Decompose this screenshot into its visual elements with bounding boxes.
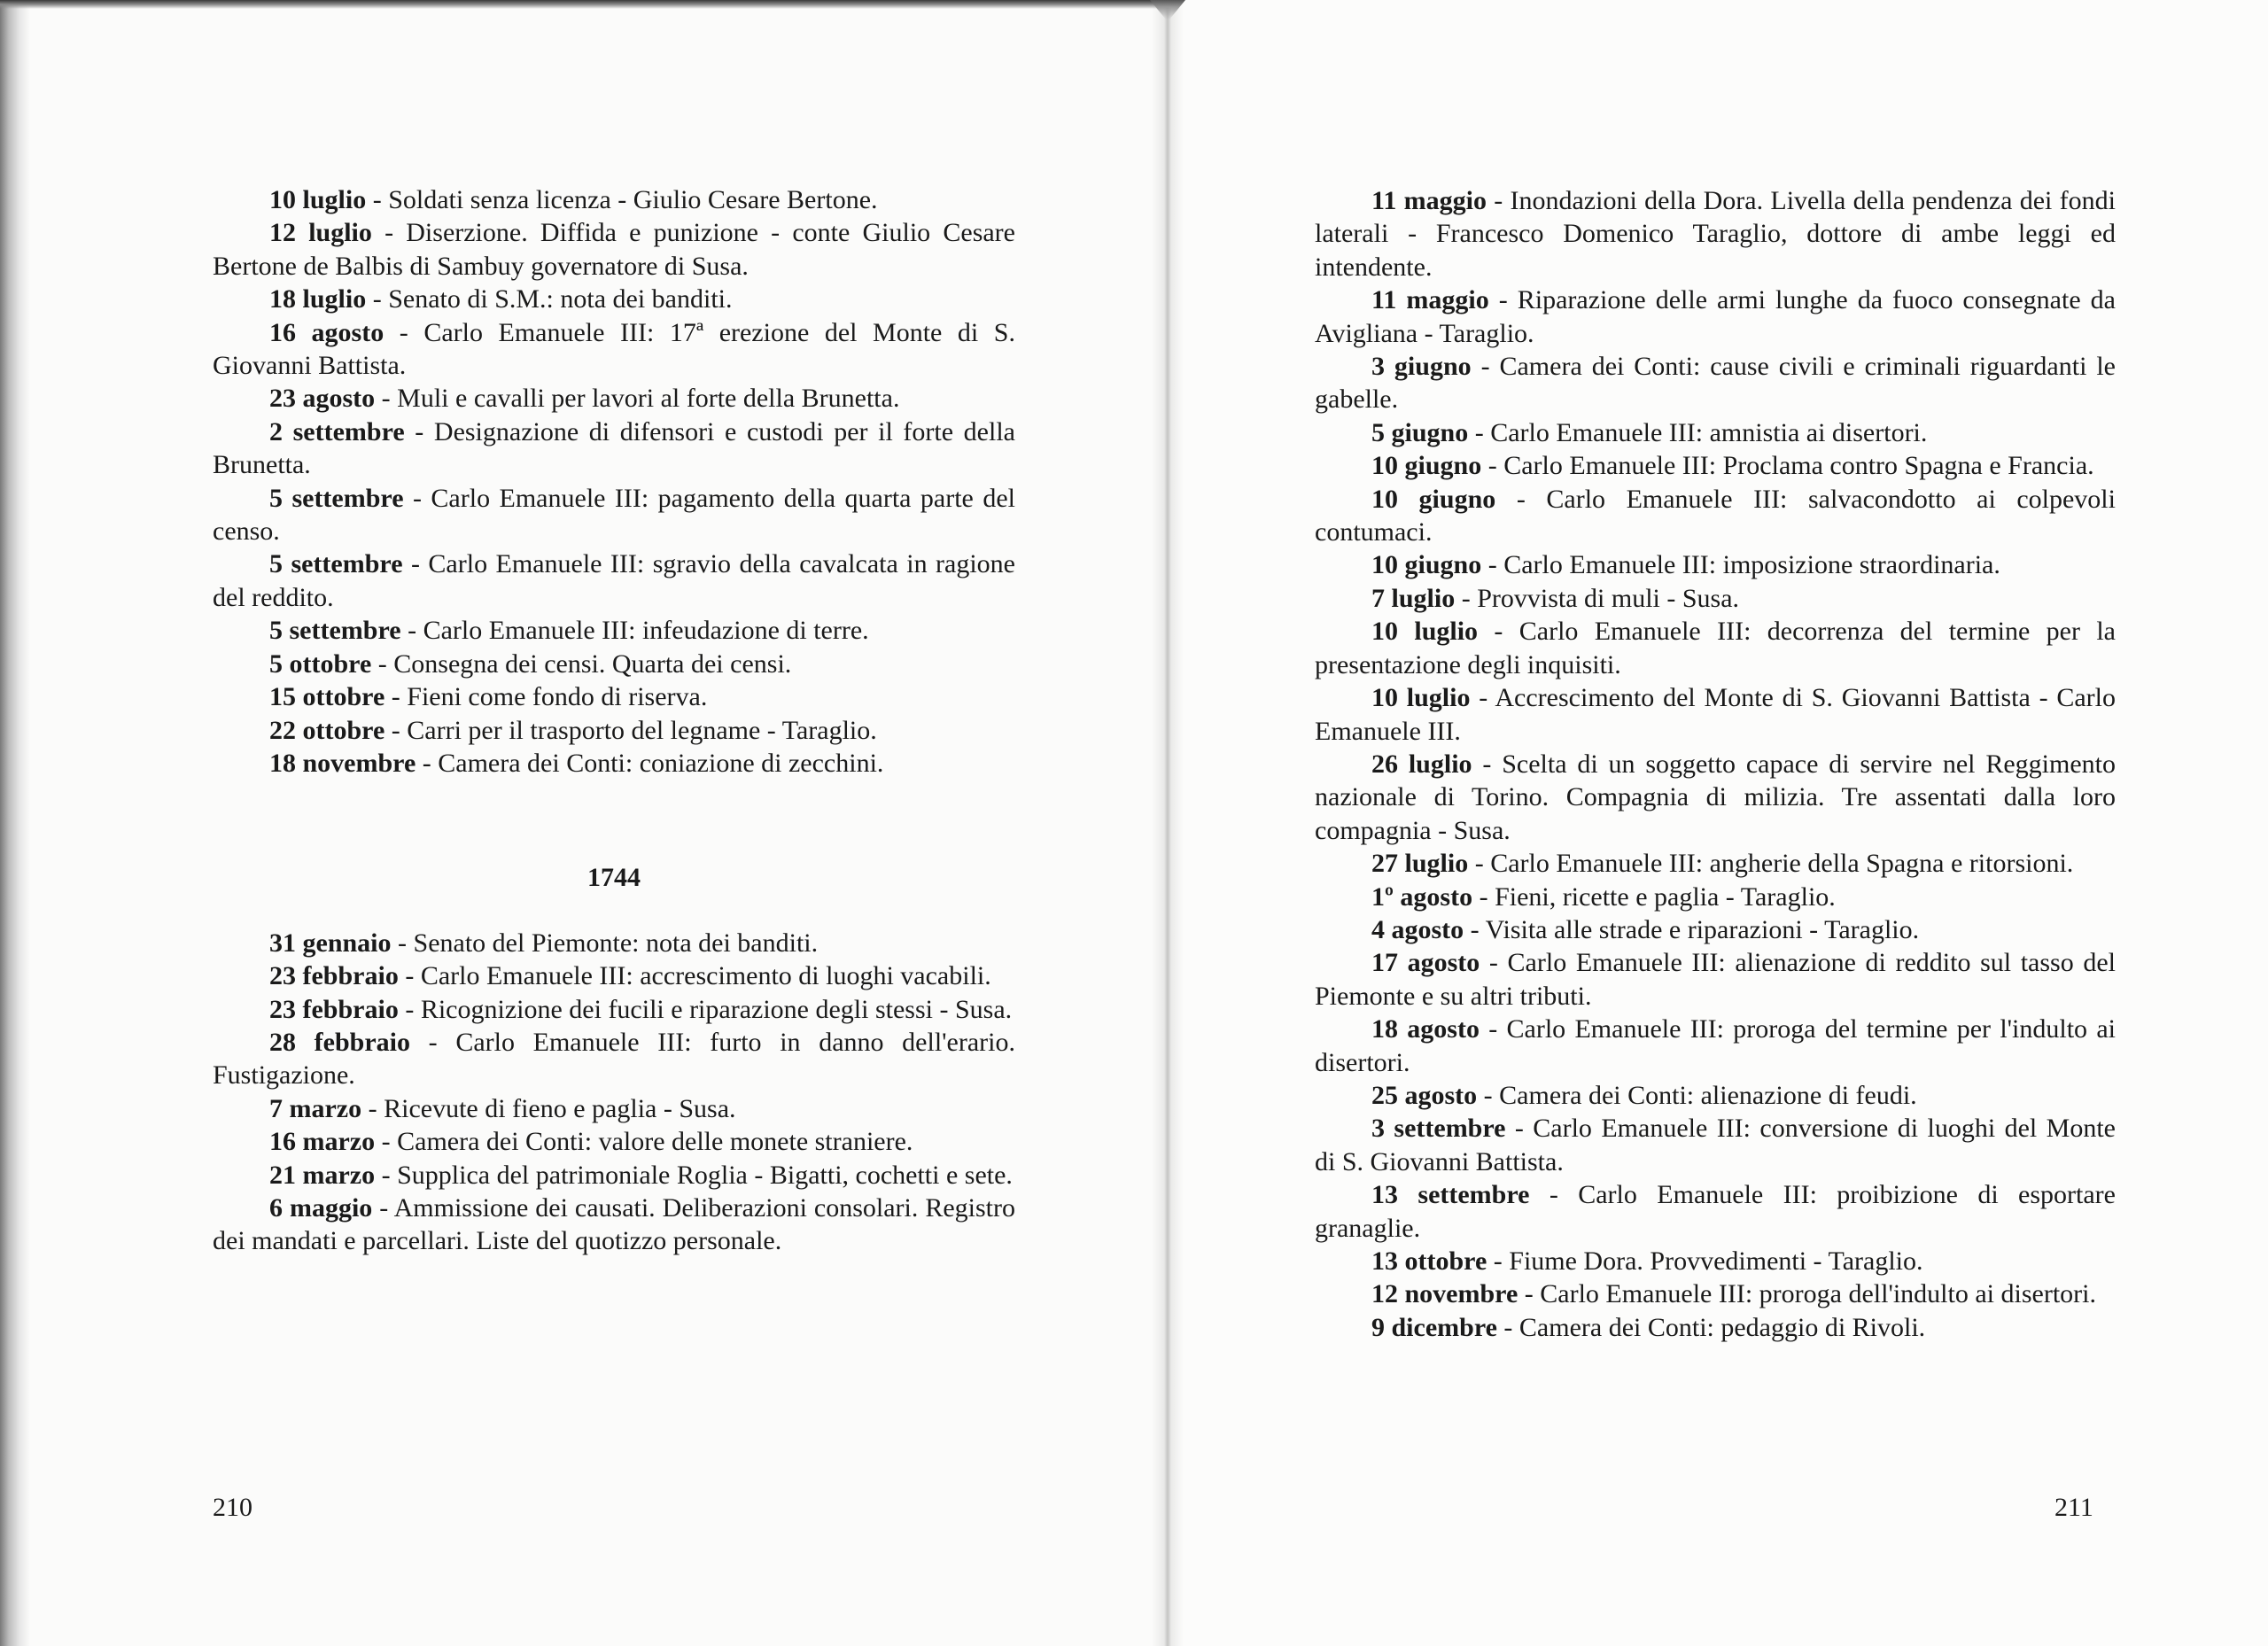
chronology-entry — [1315, 350, 2116, 416]
entry-text: Carlo Emanuele III: infeudazione di terre. — [423, 616, 869, 646]
entry-date: 11 maggio — [1371, 285, 1489, 315]
chronology-entry — [213, 283, 1015, 315]
entry-text: Carlo Emanuele III: proibizione di esportare granaglie. — [1315, 1180, 2116, 1243]
entry-date: 13 ottobre — [1371, 1246, 1487, 1276]
entry-separator: - — [1487, 1246, 1510, 1276]
entry-text: Carlo Emanuele III: proroga del termine per l'indulto ai disertori. — [1315, 1014, 2116, 1077]
entries-1744 — [213, 927, 1015, 1258]
entry-text: Ricevute di fieno e paglia - Susa. — [384, 1093, 736, 1123]
entry-separator: - — [1480, 948, 1508, 978]
entries-right — [1315, 184, 2116, 1344]
chronology-entry — [213, 714, 1015, 747]
chronology-entry — [213, 993, 1015, 1026]
entry-date: 21 marzo — [269, 1160, 376, 1190]
book-gutter — [1152, 0, 1184, 1646]
chronology-entry — [1315, 913, 2116, 946]
entry-text: Carlo Emanuele III: furto in danno dell'erario. Fustigazione. — [213, 1027, 1016, 1091]
chronology-entry — [213, 747, 1015, 780]
entry-date: 4 agosto — [1371, 914, 1464, 944]
entry-separator: - — [1468, 849, 1491, 879]
entry-date: 11 maggio — [1371, 186, 1487, 215]
chronology-entry — [213, 1192, 1015, 1258]
chronology-entry — [213, 1125, 1015, 1158]
entry-separator: - — [384, 317, 424, 347]
entry-text: Fieni come fondo di riserva. — [407, 682, 708, 712]
entry-date: 1º agosto — [1371, 881, 1473, 912]
entry-separator: - — [1471, 352, 1500, 382]
entry-separator: - — [371, 218, 407, 248]
chronology-entry — [1315, 283, 2116, 350]
chronology-entry — [213, 648, 1015, 680]
entry-date: 15 ottobre — [269, 682, 385, 712]
entry-text: Supplica del patrimoniale Roglia - Bigatti, cochetti e sete. — [397, 1160, 1013, 1190]
entry-text: Camera dei Conti: alienazione di feudi. — [1499, 1080, 1917, 1110]
entry-separator: - — [361, 1093, 384, 1123]
chronology-entry — [1315, 847, 2116, 880]
page-top-edge — [0, 0, 1169, 9]
entry-date: 10 giugno — [1371, 484, 1496, 514]
entry-text: Carlo Emanuele III: conversione di luoghi del Monte di S. Giovanni Battista. — [1315, 1114, 2116, 1176]
entry-date: 10 giugno — [1371, 451, 1482, 481]
entry-date: 7 marzo — [269, 1093, 362, 1123]
entry-date: 31 gennaio — [269, 928, 392, 958]
entry-text: Carri per il trasporto del legname - Taraglio. — [407, 715, 877, 745]
chronology-entry — [1315, 1112, 2116, 1178]
entry-text: Ammissione dei causati. Deliberazioni consolari. Registro dei mandati e parcellari. Liste del quotizzo personale. — [213, 1192, 1015, 1256]
entry-text: Carlo Emanuele III: imposizione straordinaria. — [1503, 550, 2000, 580]
entry-date: 26 luglio — [1371, 749, 1472, 779]
entry-text: Provvista di muli - Susa. — [1477, 583, 1740, 613]
page-number-right: 211 — [2054, 1493, 2093, 1522]
entry-text: Camera dei Conti: coniazione di zecchini. — [438, 748, 884, 778]
entry-text: Camera dei Conti: cause civili e criminali riguardanti le gabelle. — [1315, 352, 2116, 415]
right-page-text — [1315, 184, 2116, 1344]
entry-separator: - — [366, 185, 389, 214]
entry-date: 16 marzo — [269, 1127, 376, 1157]
entry-date: 10 luglio — [1371, 683, 1471, 713]
entry-separator: - — [1518, 1279, 1541, 1309]
chronology-entry — [213, 1026, 1015, 1092]
entry-date: 27 luglio — [1371, 849, 1469, 879]
entry-text: Fieni, ricette e paglia - Taraglio. — [1495, 881, 1836, 912]
entry-text: Consegna dei censi. Quarta dei censi. — [393, 648, 792, 679]
chronology-entry — [1315, 1277, 2116, 1310]
entry-text: Fiume Dora. Provvedimenti - Taraglio. — [1509, 1246, 1923, 1276]
entry-separator: - — [1496, 1312, 1519, 1342]
entry-separator: - — [375, 1127, 398, 1157]
entry-text: Diserzione. Diffida e punizione - conte Giulio Cesare Bertone de Balbis di Sambuy governatore di Susa. — [213, 218, 1015, 281]
chronology-entry — [1315, 449, 2116, 482]
right-page — [1168, 0, 2268, 1646]
entry-text: Scelta di un soggetto capace di servire nel Reggimento nazionale di Torino. Compagnia di milizia. Tre assentati dalla loro compagnia - Susa. — [1315, 749, 2116, 845]
entry-separator: - — [1495, 484, 1547, 514]
chronology-entry — [213, 415, 1015, 482]
chronology-entry — [1315, 1245, 2116, 1277]
entry-text: Designazione di difensori e custodi per il forte della Brunetta. — [213, 416, 1015, 480]
chronology-entry — [1315, 615, 2116, 681]
entry-date: 2 settembre — [269, 416, 405, 446]
entry-date: 5 settembre — [269, 616, 401, 646]
entry-separator: - — [1464, 914, 1486, 944]
entry-date: 3 giugno — [1371, 352, 1472, 382]
entry-separator: - — [375, 1160, 398, 1190]
entry-separator: - — [1472, 749, 1503, 779]
entry-date: 10 luglio — [1371, 617, 1479, 647]
entry-text: Carlo Emanuele III: pagamento della quarta parte del censo. — [213, 483, 1015, 547]
entry-date: 13 settembre — [1371, 1180, 1530, 1210]
year-heading: 1744 — [587, 863, 641, 893]
entry-text: Carlo Emanuele III: Proclama contro Spagna e Francia. — [1503, 451, 2094, 481]
entry-text: Inondazioni della Dora. Livella della pendenza dei fondi laterali - Francesco Domenico Taraglio, dottore di ambe leggi ed intendente. — [1315, 186, 2116, 282]
entry-date: 18 luglio — [269, 284, 367, 314]
chronology-entry — [213, 482, 1015, 548]
chronology-entry — [1315, 1013, 2116, 1079]
entry-text: Carlo Emanuele III: 17ª erezione del Monte di S. Giovanni Battista. — [213, 317, 1015, 381]
chronology-entry — [1315, 1311, 2116, 1344]
entry-separator: - — [1477, 1080, 1500, 1110]
entry-text: Camera dei Conti: pedaggio di Rivoli. — [1518, 1312, 1926, 1342]
entry-text: Carlo Emanuele III: salvacondotto ai colpevoli contumaci. — [1315, 484, 2116, 547]
entry-text: Accrescimento del Monte di S. Giovanni Battista - Carlo Emanuele III. — [1315, 683, 2116, 746]
entry-text: Carlo Emanuele III: amnistia ai disertori. — [1490, 417, 1928, 447]
entry-text: Soldati senza licenza - Giulio Cesare Bertone. — [388, 185, 878, 214]
entry-date: 10 luglio — [269, 185, 367, 214]
entry-date: 16 agosto — [269, 317, 384, 347]
chronology-entry — [1315, 681, 2116, 748]
chronology-entry — [1315, 1178, 2116, 1245]
entry-separator: - — [1529, 1180, 1579, 1210]
entry-text: Senato di S.M.: nota dei banditi. — [388, 284, 733, 314]
entry-text: Carlo Emanuele III: decorrenza del termine per la presentazione degli inquisiti. — [1315, 617, 2116, 679]
entry-separator: - — [375, 384, 398, 414]
chronology-entry — [213, 382, 1015, 415]
entry-date: 5 settembre — [269, 483, 404, 513]
entry-date: 23 febbraio — [269, 961, 399, 991]
chronology-entry — [1315, 946, 2116, 1013]
entry-text: Muli e cavalli per lavori al forte della Brunetta. — [397, 384, 900, 414]
entry-text: Carlo Emanuele III: accrescimento di luoghi vacabili. — [420, 961, 991, 991]
chronology-entry — [1315, 184, 2116, 283]
entry-date: 3 settembre — [1371, 1114, 1506, 1144]
left-page-text — [213, 183, 1015, 1258]
entry-separator: - — [1478, 617, 1519, 647]
chronology-entry — [1315, 881, 2116, 913]
entry-separator: - — [371, 648, 394, 679]
chronology-entry — [213, 680, 1015, 713]
entry-text: Carlo Emanuele III: proroga dell'indulto ai disertori. — [1540, 1279, 2096, 1309]
entry-separator: - — [1505, 1114, 1534, 1144]
entry-separator: - — [1486, 186, 1511, 215]
chronology-entry — [213, 927, 1015, 959]
chronology-entry — [213, 959, 1015, 992]
entry-date: 12 luglio — [269, 218, 372, 248]
entry-date: 25 agosto — [1371, 1080, 1478, 1110]
entry-separator: - — [398, 961, 421, 991]
chronology-entry — [1315, 416, 2116, 449]
entry-text: Carlo Emanuele III: sgravio della cavalcata in ragione del reddito. — [213, 549, 1015, 612]
entry-text: Camera dei Conti: valore delle monete straniere. — [397, 1127, 913, 1157]
entry-date: 18 novembre — [269, 748, 416, 778]
entry-date: 5 settembre — [269, 549, 403, 579]
entry-separator: - — [372, 1192, 394, 1223]
entry-separator: - — [402, 549, 429, 579]
entry-separator: - — [1488, 285, 1518, 315]
chronology-entry — [1315, 748, 2116, 847]
entry-date: 23 febbraio — [269, 994, 399, 1024]
entry-separator: - — [1481, 550, 1504, 580]
chronology-entry — [1315, 582, 2116, 615]
chronology-entry — [1315, 1079, 2116, 1112]
entry-date: 7 luglio — [1371, 583, 1456, 613]
entry-date: 12 novembre — [1371, 1279, 1518, 1309]
entry-separator: - — [1470, 683, 1495, 713]
chronology-entry — [1315, 483, 2116, 549]
entry-separator: - — [1479, 1014, 1507, 1044]
chronology-entry — [213, 1092, 1015, 1125]
entry-separator: - — [384, 715, 408, 745]
entry-separator: - — [1481, 451, 1504, 481]
chronology-entry — [213, 316, 1015, 383]
chronology-entry — [213, 1159, 1015, 1192]
chronology-entry — [213, 216, 1015, 283]
chronology-entry — [1315, 548, 2116, 581]
entry-separator: - — [416, 748, 439, 778]
entry-date: 17 agosto — [1371, 948, 1480, 978]
entry-text: Ricognizione dei fucili e riparazione degli stessi - Susa. — [420, 994, 1013, 1024]
entry-separator: - — [384, 682, 408, 712]
entry-text: Senato del Piemonte: nota dei banditi. — [413, 928, 819, 958]
entry-separator: - — [404, 416, 434, 446]
entry-text: Riparazione delle armi lunghe da fuoco consegnate da Avigliana - Taraglio. — [1315, 285, 2116, 348]
entry-separator: - — [1455, 583, 1478, 613]
chronology-entry — [213, 547, 1015, 614]
page-number-left: 210 — [213, 1493, 252, 1522]
entry-date: 5 ottobre — [269, 648, 372, 679]
chronology-entry — [213, 614, 1015, 647]
entries-1743 — [213, 183, 1015, 780]
entry-date: 18 agosto — [1371, 1014, 1480, 1044]
chronology-entry — [213, 183, 1015, 216]
entry-separator: - — [403, 483, 431, 513]
entry-date: 9 dicembre — [1371, 1312, 1497, 1342]
entry-date: 22 ottobre — [269, 715, 385, 745]
entry-date: 23 agosto — [269, 384, 376, 414]
entry-text: Carlo Emanuele III: alienazione di reddito sul tasso del Piemonte e su altri tributi. — [1315, 948, 2116, 1011]
entry-separator: - — [391, 928, 414, 958]
page-edge-shadow — [0, 0, 30, 1646]
entry-text: Visita alle strade e riparazioni - Taraglio. — [1485, 914, 1920, 944]
entry-separator: - — [1472, 881, 1495, 912]
entry-date: 6 maggio — [269, 1192, 373, 1223]
entry-separator: - — [366, 284, 389, 314]
entry-separator: - — [410, 1027, 456, 1057]
entry-date: 10 giugno — [1371, 550, 1482, 580]
entry-separator: - — [400, 616, 423, 646]
entry-separator: - — [398, 994, 421, 1024]
entry-date: 28 febbraio — [269, 1027, 410, 1057]
entry-text: Carlo Emanuele III: angherie della Spagna e ritorsioni. — [1490, 849, 2074, 879]
entry-separator: - — [1468, 417, 1491, 447]
entry-date: 5 giugno — [1371, 417, 1469, 447]
